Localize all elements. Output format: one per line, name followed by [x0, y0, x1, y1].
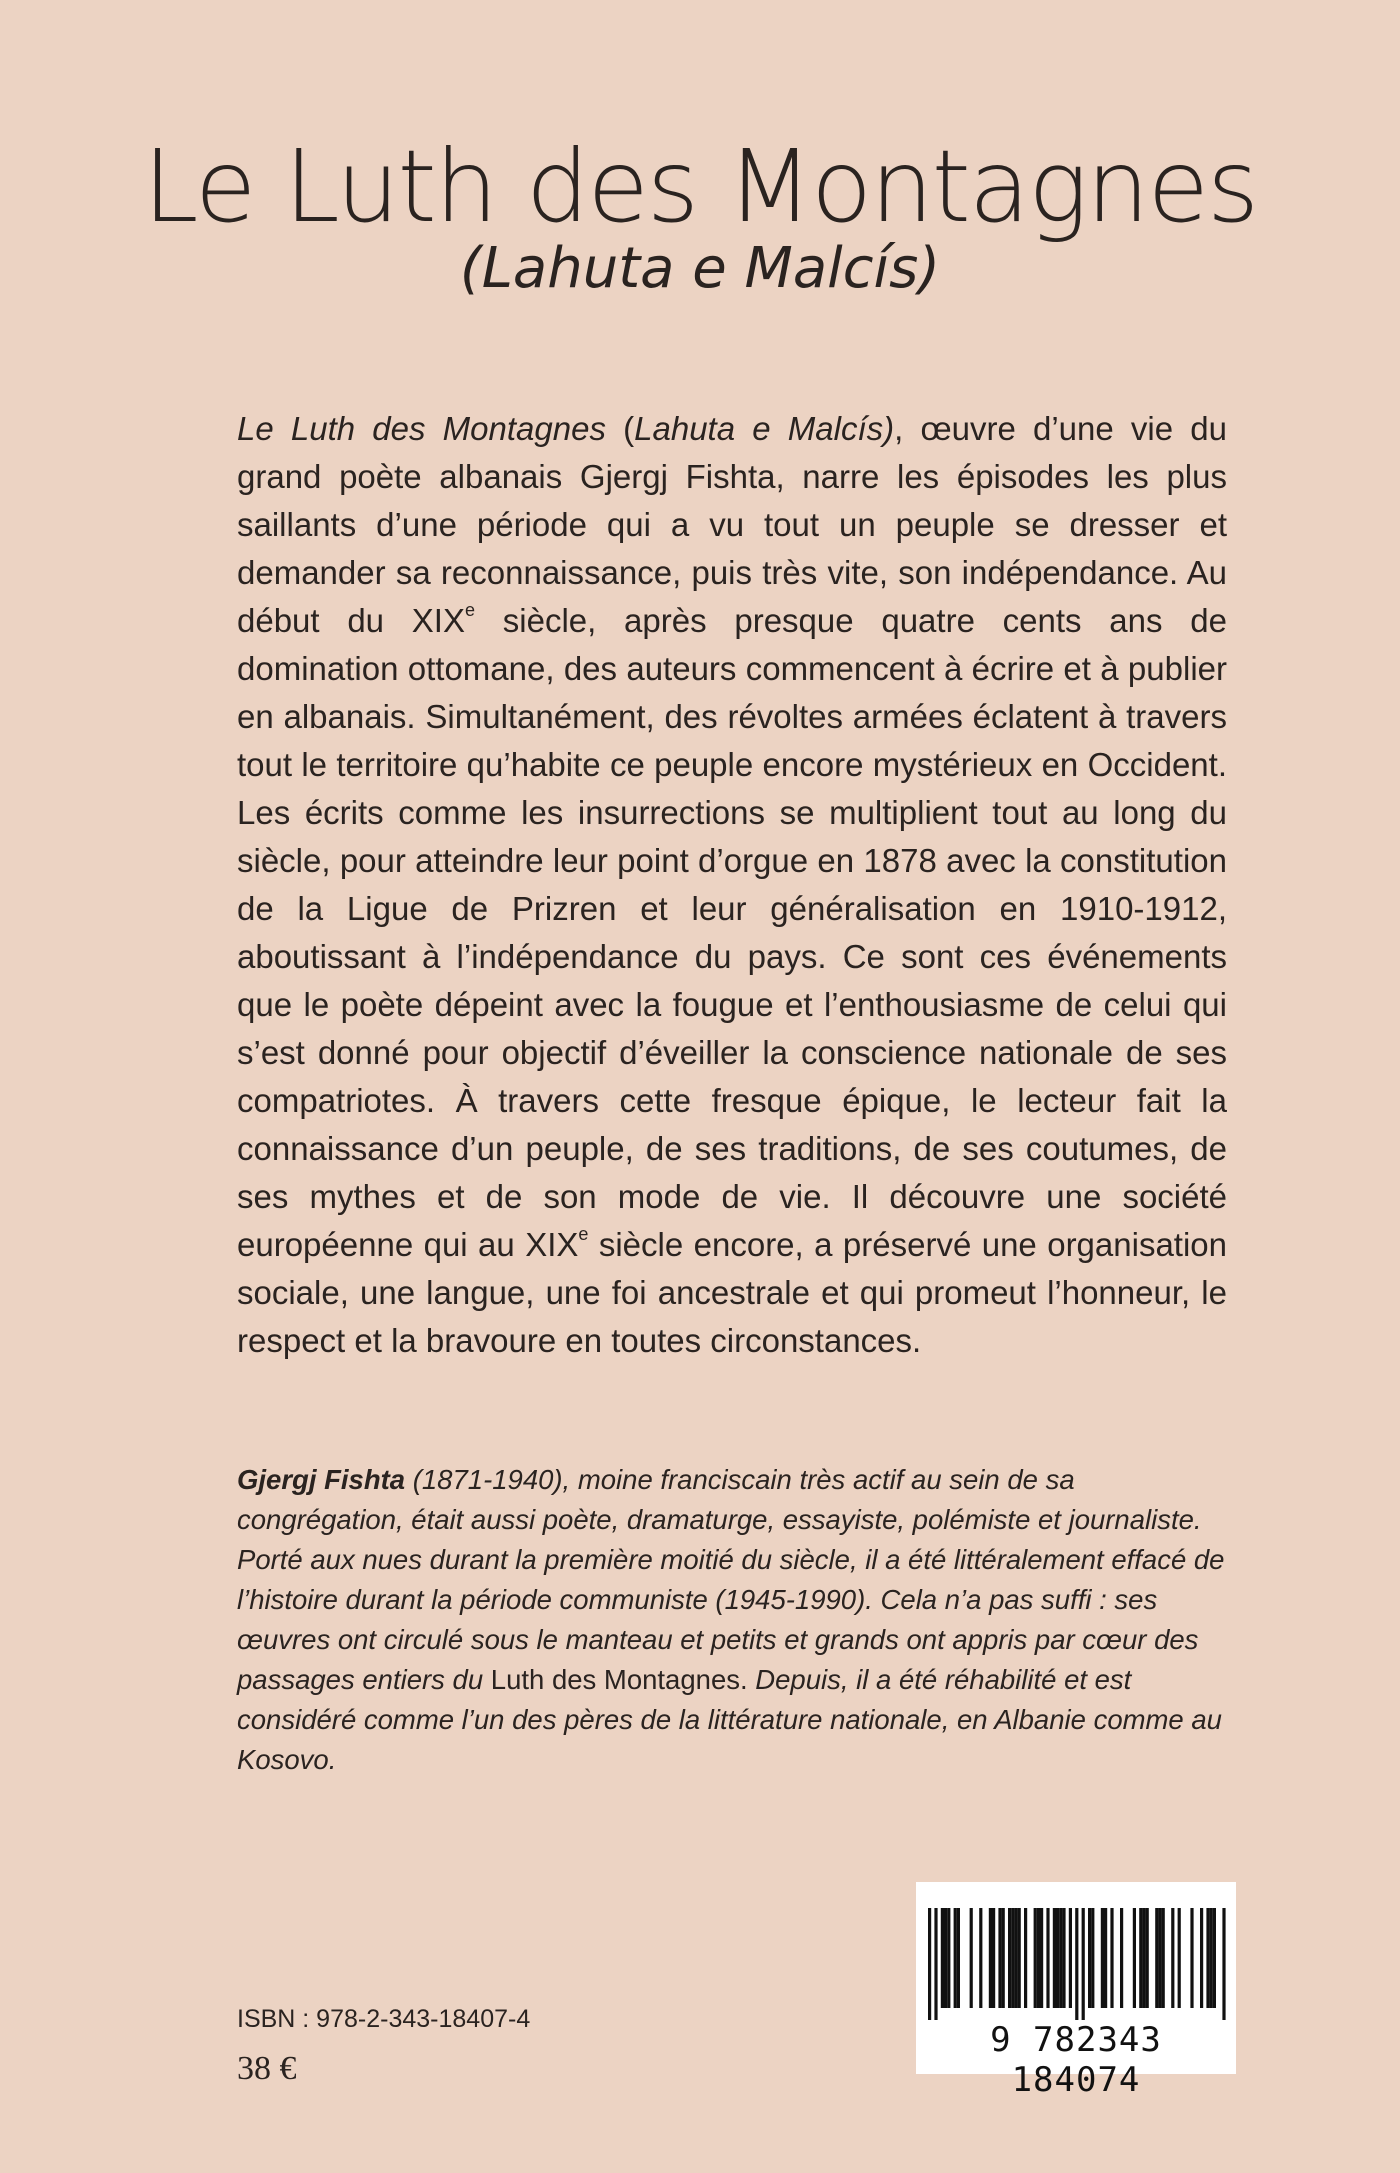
description-text-3: siècle encore, a préservé une organisation sociale, une langue, une foi ancestrale et qui promeut l’honneur, le respect et la bravoure en toutes circonstances. — [237, 1226, 1228, 1359]
isbn-text: ISBN : 978-2-343-18407-4 — [237, 2005, 531, 2033]
barcode-bar — [1104, 1908, 1107, 2008]
barcode-bar — [1133, 1908, 1136, 2008]
barcode-bar — [1158, 1908, 1161, 2008]
barcode-bar — [1062, 1908, 1065, 2008]
barcode-bar — [1213, 1908, 1216, 2008]
barcode-bar — [989, 1908, 992, 2008]
barcode-bar — [1101, 1908, 1104, 2008]
barcode-bar — [998, 1908, 1001, 2008]
barcode-bar — [970, 1908, 973, 2008]
barcode-bar — [1142, 1908, 1145, 2008]
barcode-bar — [1110, 1908, 1113, 2008]
barcode-bar — [947, 1908, 950, 2008]
barcode-bar — [1146, 1908, 1149, 2008]
barcode-bar — [979, 1908, 982, 2008]
barcode-bar — [1178, 1908, 1181, 2008]
barcode-bar — [1040, 1908, 1043, 2008]
barcode-bar — [1155, 1908, 1158, 2008]
barcode-bar — [1171, 1908, 1174, 2008]
barcode-bar — [1002, 1908, 1005, 2008]
barcode-bar — [992, 1908, 995, 2008]
barcode-bar — [1088, 1908, 1091, 2008]
barcode-bar — [1059, 1908, 1062, 2008]
barcode-bar — [1011, 1908, 1014, 2008]
description-sup-1: e — [464, 600, 475, 620]
barcode-bar — [1222, 1908, 1225, 2020]
description-paren-open: ( — [605, 410, 635, 447]
barcode-bar — [944, 1908, 947, 2008]
description-paragraph — [237, 405, 1227, 1365]
barcode-bar — [941, 1908, 944, 2008]
barcode-bar — [928, 1908, 931, 2020]
description-text-2: siècle, après presque quatre cents ans de domination ottomane, des auteurs commencent à écrire et à publier en albanais. Simultanément, des révoltes armées éclatent à travers tout le territoire qu’habite ce peuple encore mystérieux en Occident. Les écrits comme les insurrections se multiplient tout au long du siècle, pour atteindre leur point d’orgue en 1878 avec la constitution de la Ligue de Prizren et leur généralisation en 1910-1912, aboutissant à l’indépendance du pays. Ce sont ces événements que le poète dépeint avec la fougue et l’enthousiasme de celui qui s’est donné pour objectif d’éveiller la conscience nationale de ses compatriotes. À travers cette fresque épique, le lecteur fait la connaissance d’un peuple, de ses traditions, de ses coutumes, de ses mythes et de son mode de vie. Il découvre une société européenne qui au XIX — [237, 602, 1227, 1263]
barcode-digits: 9 782343 184074 — [990, 2020, 1162, 2100]
barcode-bar — [1024, 1908, 1027, 2008]
barcode-bar — [954, 1908, 957, 2008]
author-bio-text-2: Depuis, il a été réhabilité et est considéré comme l’un des pères de la littérature nationale, en Albanie comme au Kosovo. — [237, 1664, 1222, 1775]
description-lead-subtitle: Lahuta e Malcís) — [634, 410, 895, 447]
barcode-bar — [1200, 1908, 1203, 2008]
barcode-bar — [1053, 1908, 1056, 2008]
author-bio-book-title: Luth des Montagnes. — [490, 1664, 748, 1695]
barcode-bar — [1034, 1908, 1037, 2008]
barcode-bar — [1014, 1908, 1017, 2008]
barcode-bar — [934, 1908, 937, 2020]
author-bio-text-1: (1871-1940), moine franciscain très actif au sein de sa congrégation, était aussi poète, dramaturge, essayiste, polémiste et journaliste. Porté aux nues durant la première moitié du siècle, il a été littéralement effacé de l’histoire durant la période communiste (1945-1990). Cela n’a pas suffi : ses œuvres ont circulé sous le manteau et petits et grands ont appris par cœur des passages entiers du — [237, 1464, 1225, 1695]
barcode-bar — [1162, 1908, 1165, 2008]
barcode-bar — [1046, 1908, 1049, 2008]
author-bio — [237, 1460, 1237, 1780]
description-text-1: , œuvre d’une vie du grand poète albanais Gjergj Fishta, narre les épisodes les plus saillants d’une période qui a vu tout un peuple se dresser et demander sa reconnaissance, puis très vite, son indépendance. Au début du XIX — [237, 410, 1227, 639]
barcode-bar — [1190, 1908, 1193, 2008]
barcode — [916, 1882, 1236, 2100]
barcode-bar — [1018, 1908, 1021, 2008]
book-subtitle: (Lahuta e Malcís) — [459, 236, 941, 301]
barcode-bar — [1082, 1908, 1085, 2020]
barcode-bar — [957, 1908, 960, 2008]
barcode-bar — [1091, 1908, 1094, 2008]
barcode-bar — [1075, 1908, 1078, 2020]
book-description — [237, 405, 1227, 1365]
price-text: 38 € — [237, 2050, 297, 2087]
barcode-bar — [1008, 1908, 1011, 2008]
author-name: Gjergj Fishta — [237, 1464, 406, 1495]
description-lead-title: Le Luth des Montagnes — [237, 410, 606, 447]
barcode-bar — [1069, 1908, 1072, 2008]
book-title: Le Luth des Montagnes — [142, 128, 1258, 245]
barcode-bar — [1210, 1908, 1213, 2008]
barcode-bar — [1037, 1908, 1040, 2008]
barcode-bar — [1120, 1908, 1123, 2008]
barcode-bar — [1056, 1908, 1059, 2008]
barcode-bars — [924, 1908, 1228, 2020]
description-sup-2: e — [578, 1224, 589, 1244]
barcode-bar — [1139, 1908, 1142, 2008]
barcode-bar — [1206, 1908, 1209, 2008]
